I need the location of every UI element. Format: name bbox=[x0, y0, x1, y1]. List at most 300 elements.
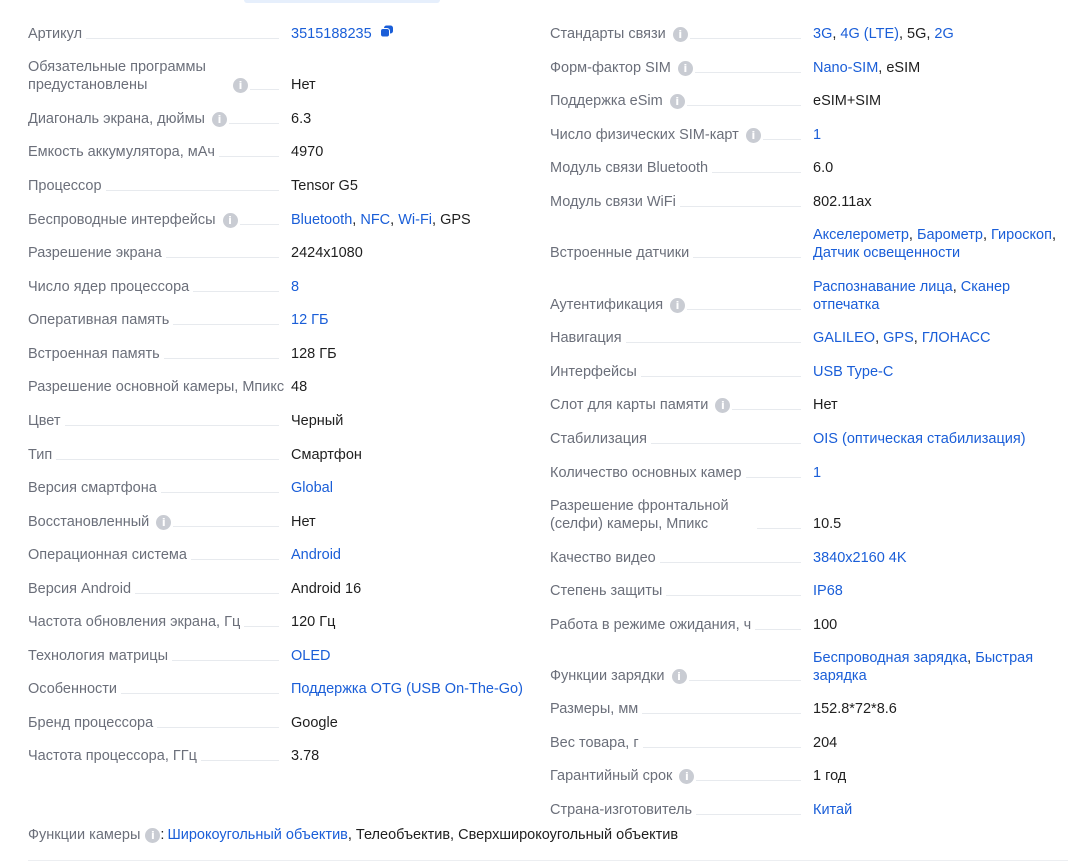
spec-leader-line bbox=[660, 562, 801, 563]
spec-value-link[interactable]: OLED bbox=[291, 648, 331, 664]
spec-value-text: , bbox=[832, 26, 841, 42]
spec-value bbox=[285, 143, 528, 161]
spec-row bbox=[28, 278, 528, 296]
spec-label-text: Форм-фактор SIM bbox=[550, 60, 671, 76]
spec-value-link[interactable]: 2G bbox=[934, 26, 954, 42]
spec-leader-line bbox=[763, 139, 801, 140]
spec-leader-line bbox=[173, 324, 279, 325]
spec-label-text: Частота обновления экрана, Гц bbox=[28, 614, 241, 630]
camera-functions-colon: : bbox=[160, 827, 165, 843]
spec-label bbox=[550, 667, 807, 685]
spec-row bbox=[28, 378, 528, 396]
spec-row bbox=[28, 647, 528, 665]
spec-leader-line bbox=[121, 693, 279, 694]
spec-value-text: Нет bbox=[291, 77, 316, 93]
spec-label-text: Модуль связи WiFi bbox=[550, 194, 676, 210]
spec-label-text: Версия Android bbox=[28, 581, 132, 597]
spec-row bbox=[550, 734, 1065, 752]
spec-value-text: 1 год bbox=[813, 768, 847, 784]
info-icon[interactable]: i bbox=[670, 94, 685, 109]
info-icon[interactable]: i bbox=[678, 61, 693, 76]
spec-value bbox=[285, 110, 528, 128]
spec-row bbox=[550, 226, 1065, 262]
spec-value-text: , bbox=[390, 212, 399, 228]
spec-leader-line bbox=[219, 156, 279, 157]
spec-value-text: , bbox=[982, 227, 992, 243]
spec-label-text: Стабилизация bbox=[550, 431, 647, 447]
spec-label-text: Беспроводные интерфейсы bbox=[28, 212, 216, 228]
spec-value bbox=[285, 647, 528, 665]
spec-label bbox=[550, 549, 807, 567]
spec-label bbox=[550, 126, 807, 144]
spec-label-text: Вес товара, г bbox=[550, 735, 639, 751]
spec-value-link[interactable]: 12 ГБ bbox=[291, 312, 329, 328]
spec-label bbox=[28, 714, 285, 732]
spec-value bbox=[807, 278, 1065, 314]
spec-label bbox=[28, 244, 285, 262]
spec-label-text: Гарантийный срок bbox=[550, 768, 673, 784]
spec-row bbox=[28, 345, 528, 363]
spec-value bbox=[807, 193, 1065, 211]
spec-value bbox=[807, 801, 1065, 819]
spec-label bbox=[28, 278, 285, 296]
spec-value bbox=[807, 226, 1065, 262]
spec-value-link[interactable]: Гироскоп bbox=[991, 227, 1052, 243]
spec-label-text: Навигация bbox=[550, 330, 622, 346]
spec-row bbox=[28, 747, 528, 765]
spec-leader-line bbox=[240, 224, 279, 225]
spec-row bbox=[28, 412, 528, 430]
spec-value-link[interactable]: Bluetooth bbox=[291, 212, 353, 228]
spec-label bbox=[28, 378, 285, 396]
spec-row bbox=[550, 549, 1065, 567]
info-icon[interactable]: i bbox=[233, 78, 248, 93]
spec-value-link[interactable]: 4G (LTE) bbox=[840, 26, 899, 42]
spec-label-text: Восстановленный bbox=[28, 514, 150, 530]
spec-value-text: , bbox=[875, 330, 884, 346]
info-icon[interactable]: i bbox=[715, 398, 730, 413]
spec-leader-line bbox=[201, 760, 279, 761]
spec-value bbox=[285, 613, 528, 631]
spec-leader-line bbox=[755, 629, 801, 630]
spec-leader-line bbox=[732, 409, 801, 410]
spec-row bbox=[550, 616, 1065, 634]
spec-leader-line bbox=[157, 727, 279, 728]
spec-label bbox=[28, 613, 285, 631]
spec-row bbox=[28, 680, 528, 698]
spec-leader-line bbox=[250, 89, 279, 90]
spec-label bbox=[28, 446, 285, 464]
info-icon[interactable]: i bbox=[679, 769, 694, 784]
copy-icon[interactable] bbox=[380, 25, 394, 43]
spec-label bbox=[28, 513, 285, 531]
spec-value bbox=[285, 25, 528, 43]
spec-row bbox=[28, 714, 528, 732]
spec-row bbox=[28, 580, 528, 598]
spec-label-text: Версия смартфона bbox=[28, 480, 157, 496]
spec-label bbox=[550, 464, 807, 482]
spec-row bbox=[28, 613, 528, 631]
spec-label bbox=[550, 244, 807, 262]
spec-row bbox=[28, 58, 528, 94]
spec-value bbox=[285, 244, 528, 262]
spec-label-text: Аутентификация bbox=[550, 297, 664, 313]
spec-row bbox=[28, 546, 528, 564]
spec-row bbox=[550, 59, 1065, 77]
spec-label-text: Разрешение фронтальной (селфи) камеры, Мпикс bbox=[550, 497, 755, 533]
spec-leader-line bbox=[687, 105, 801, 106]
info-icon[interactable]: i bbox=[672, 669, 687, 684]
spec-leader-line bbox=[642, 713, 801, 714]
spec-value-link[interactable]: USB Type-C bbox=[813, 364, 894, 380]
spec-value-link[interactable]: 3515188235 bbox=[291, 26, 372, 42]
spec-label bbox=[550, 25, 807, 43]
spec-value-link[interactable]: Китай bbox=[813, 802, 853, 818]
spec-leader-line bbox=[86, 38, 279, 39]
info-icon[interactable]: i bbox=[145, 828, 160, 843]
spec-leader-line bbox=[191, 559, 279, 560]
spec-value bbox=[807, 363, 1065, 381]
spec-row bbox=[550, 159, 1065, 177]
spec-value bbox=[285, 311, 528, 329]
spec-label-text: Емкость аккумулятора, мАч bbox=[28, 144, 215, 160]
spec-label-text: Страна-изготовитель bbox=[550, 802, 693, 818]
spec-label bbox=[28, 680, 285, 698]
spec-row bbox=[550, 193, 1065, 211]
spec-value-text: , bbox=[952, 279, 961, 295]
spec-label-text: Цвет bbox=[28, 413, 61, 429]
info-icon[interactable]: i bbox=[670, 298, 685, 313]
spec-value bbox=[807, 515, 1065, 533]
spec-label-text: Встроенная память bbox=[28, 346, 160, 362]
spec-label bbox=[550, 700, 807, 718]
spec-label-text: Бренд процессора bbox=[28, 715, 154, 731]
spec-value-link[interactable]: GPS bbox=[883, 330, 914, 346]
spec-label bbox=[28, 479, 285, 497]
spec-label bbox=[550, 497, 807, 533]
spec-value bbox=[285, 680, 528, 698]
spec-leader-line bbox=[56, 459, 279, 460]
spec-label-text: Степень защиты bbox=[550, 583, 663, 599]
spec-label bbox=[28, 58, 285, 94]
spec-label-text: Разрешение основной камеры, Мпикс bbox=[28, 379, 285, 395]
spec-leader-line bbox=[693, 257, 801, 258]
spec-row bbox=[550, 92, 1065, 110]
spec-leader-line bbox=[689, 680, 801, 681]
spec-label bbox=[550, 296, 807, 314]
spec-row bbox=[550, 582, 1065, 600]
spec-value bbox=[285, 446, 528, 464]
spec-value-link[interactable]: Сканер отпечатка bbox=[813, 279, 1011, 313]
spec-value-text: , bbox=[967, 650, 976, 666]
spec-row bbox=[550, 25, 1065, 43]
spec-label-text: Процессор bbox=[28, 178, 102, 194]
spec-value-text: Android 16 bbox=[291, 581, 362, 597]
spec-label-text: Поддержка eSim bbox=[550, 93, 663, 109]
spec-row bbox=[550, 767, 1065, 785]
spec-value-text: 152.8*72*8.6 bbox=[813, 701, 897, 717]
camera-functions-row bbox=[28, 826, 678, 844]
spec-label-text: Стандарты связи bbox=[550, 26, 666, 42]
camera-functions-value bbox=[164, 826, 678, 844]
spec-value bbox=[807, 329, 1065, 347]
spec-row bbox=[550, 430, 1065, 448]
spec-leader-line bbox=[666, 595, 801, 596]
spec-value-text: Нет bbox=[291, 514, 316, 530]
top-tab-indicator bbox=[244, 0, 440, 3]
spec-label bbox=[28, 580, 285, 598]
spec-leader-line bbox=[172, 660, 279, 661]
spec-row bbox=[550, 278, 1065, 314]
spec-label bbox=[28, 143, 285, 161]
spec-leader-line bbox=[712, 172, 801, 173]
spec-leader-line bbox=[696, 780, 801, 781]
spec-value-text: Tensor G5 bbox=[291, 178, 358, 194]
spec-row bbox=[550, 363, 1065, 381]
spec-value-text: 120 Гц bbox=[291, 614, 336, 630]
spec-leader-line bbox=[696, 814, 801, 815]
spec-value-text: Нет bbox=[813, 397, 838, 413]
info-icon[interactable]: i bbox=[223, 213, 238, 228]
spec-value-text: 3.78 bbox=[291, 748, 320, 764]
spec-row bbox=[28, 513, 528, 531]
spec-value-text: 48 bbox=[291, 379, 308, 395]
spec-leader-line bbox=[641, 376, 801, 377]
spec-label bbox=[550, 329, 807, 347]
spec-value-link[interactable]: IP68 bbox=[813, 583, 843, 599]
spec-value-link[interactable]: 3G bbox=[813, 26, 833, 42]
spec-leader-line bbox=[65, 425, 280, 426]
camera-functions-label: Функции камеры bbox=[28, 827, 141, 843]
spec-value-text: 10.5 bbox=[813, 516, 842, 532]
spec-value bbox=[285, 546, 528, 564]
spec-row bbox=[550, 700, 1065, 718]
spec-value-link[interactable]: Распознавание лица bbox=[813, 279, 953, 295]
spec-value bbox=[285, 378, 528, 396]
spec-leader-line bbox=[193, 291, 279, 292]
spec-value-link[interactable]: Датчик освещенности bbox=[813, 245, 961, 261]
spec-value bbox=[807, 159, 1065, 177]
spec-label bbox=[550, 430, 807, 448]
spec-value bbox=[285, 747, 528, 765]
spec-value-text: , bbox=[352, 212, 361, 228]
spec-value bbox=[807, 396, 1065, 414]
spec-value-link[interactable]: Барометр bbox=[916, 227, 983, 243]
spec-leader-line bbox=[135, 593, 279, 594]
spec-label-text: Тип bbox=[28, 447, 53, 463]
spec-value bbox=[807, 464, 1065, 482]
spec-value-text: 204 bbox=[813, 735, 838, 751]
spec-label bbox=[550, 363, 807, 381]
spec-label bbox=[550, 734, 807, 752]
spec-label-text: Артикул bbox=[28, 26, 83, 43]
spec-value-text: Google bbox=[291, 715, 338, 731]
spec-value-text: , eSIM bbox=[878, 60, 921, 76]
spec-value-link[interactable]: Беспроводная зарядка bbox=[813, 650, 968, 666]
spec-value bbox=[807, 430, 1065, 448]
spec-leader-line bbox=[643, 747, 801, 748]
spec-value-link[interactable]: Wi-Fi bbox=[398, 212, 433, 228]
spec-label-text: Частота процессора, ГГц bbox=[28, 748, 197, 764]
spec-label-text: Работа в режиме ожидания, ч bbox=[550, 617, 752, 633]
spec-leader-line bbox=[651, 443, 801, 444]
spec-value-link[interactable]: 8 bbox=[291, 279, 300, 295]
spec-value-link[interactable]: 1 bbox=[813, 465, 822, 481]
spec-label-text: Операционная система bbox=[28, 547, 187, 563]
spec-value-text: , bbox=[1051, 227, 1056, 243]
spec-row bbox=[550, 497, 1065, 533]
info-icon[interactable]: i bbox=[746, 128, 761, 143]
spec-value-text: Смартфон bbox=[291, 447, 362, 463]
spec-leader-line bbox=[626, 342, 801, 343]
spec-value-text: 6.3 bbox=[291, 111, 312, 127]
spec-row bbox=[550, 396, 1065, 414]
spec-value-text: 2424x1080 bbox=[291, 245, 363, 261]
spec-value bbox=[285, 513, 528, 531]
spec-value bbox=[285, 278, 528, 296]
spec-label-text: Технология матрицы bbox=[28, 648, 168, 664]
spec-row bbox=[28, 211, 528, 229]
spec-leader-line bbox=[161, 492, 279, 493]
spec-value-link[interactable]: Акселерометр bbox=[813, 227, 909, 243]
spec-label-text: Функции зарядки bbox=[550, 668, 665, 684]
spec-label-text: Диагональ экрана, дюймы bbox=[28, 111, 205, 127]
spec-leader-line bbox=[173, 526, 279, 527]
spec-label-text: Особенности bbox=[28, 681, 118, 697]
spec-label bbox=[28, 412, 285, 430]
spec-label bbox=[28, 211, 285, 229]
spec-label bbox=[550, 92, 807, 110]
spec-label bbox=[28, 25, 285, 43]
spec-leader-line bbox=[106, 190, 279, 191]
spec-label-text: Количество основных камер bbox=[550, 465, 742, 481]
spec-value bbox=[807, 549, 1065, 567]
spec-label-text: Модуль связи Bluetooth bbox=[550, 160, 709, 176]
spec-value-link[interactable]: Nano-SIM bbox=[813, 60, 879, 76]
spec-leader-line bbox=[757, 528, 801, 529]
spec-label bbox=[550, 616, 807, 634]
spec-value-text: , bbox=[908, 227, 917, 243]
spec-row bbox=[28, 244, 528, 262]
spec-value bbox=[807, 92, 1065, 110]
spec-leader-line bbox=[746, 477, 801, 478]
spec-label-text: Слот для карты памяти bbox=[550, 397, 709, 413]
spec-label-text: Качество видео bbox=[550, 550, 656, 566]
spec-value bbox=[285, 479, 528, 497]
info-icon[interactable]: i bbox=[673, 27, 688, 42]
spec-value-link[interactable]: 3840x2160 4K bbox=[813, 550, 907, 566]
spec-value bbox=[285, 345, 528, 363]
spec-value-text: 128 ГБ bbox=[291, 346, 337, 362]
spec-row bbox=[550, 126, 1065, 144]
spec-label-text: Число физических SIM-карт bbox=[550, 127, 739, 143]
spec-leader-line bbox=[164, 358, 279, 359]
spec-label bbox=[550, 193, 807, 211]
spec-label bbox=[28, 647, 285, 665]
spec-value-link[interactable]: Поддержка OTG (USB On-The-Go) bbox=[291, 681, 523, 697]
spec-leader-line bbox=[166, 257, 279, 258]
info-icon[interactable]: i bbox=[156, 515, 171, 530]
spec-value bbox=[807, 616, 1065, 634]
spec-value bbox=[807, 582, 1065, 600]
spec-label-text: Разрешение экрана bbox=[28, 245, 162, 261]
divider bbox=[28, 860, 1068, 861]
spec-label bbox=[28, 546, 285, 564]
spec-value bbox=[285, 714, 528, 732]
spec-label bbox=[28, 747, 285, 765]
spec-value-link[interactable]: Быстрая зарядка bbox=[813, 650, 1034, 684]
spec-value bbox=[807, 734, 1065, 752]
spec-value-link[interactable]: OIS (оптическая стабилизация) bbox=[813, 431, 1026, 447]
spec-value-link[interactable]: Android bbox=[291, 547, 341, 563]
spec-label bbox=[550, 396, 807, 414]
spec-leader-line bbox=[695, 72, 801, 73]
info-icon[interactable]: i bbox=[212, 112, 227, 127]
spec-leader-line bbox=[687, 309, 801, 310]
spec-label-text: Число ядер процессора bbox=[28, 279, 190, 295]
spec-value bbox=[807, 126, 1065, 144]
spec-value bbox=[285, 76, 528, 94]
spec-value bbox=[285, 412, 528, 430]
spec-label-text: Интерфейсы bbox=[550, 364, 637, 380]
spec-label-text: Встроенные датчики bbox=[550, 245, 690, 261]
spec-row bbox=[28, 311, 528, 329]
spec-label bbox=[550, 159, 807, 177]
spec-label bbox=[550, 801, 807, 819]
spec-value-text: Черный bbox=[291, 413, 344, 429]
spec-label bbox=[550, 59, 807, 77]
spec-value-text: , bbox=[913, 330, 922, 346]
spec-value-text: 6.0 bbox=[813, 160, 834, 176]
spec-label bbox=[28, 110, 285, 128]
spec-value bbox=[807, 59, 1065, 77]
spec-row bbox=[550, 464, 1065, 482]
spec-value bbox=[807, 25, 1065, 43]
spec-label-text: Размеры, мм bbox=[550, 701, 639, 717]
spec-value-link[interactable]: GALILEO bbox=[813, 330, 876, 346]
spec-label-text: Обязательные программы предустановлены bbox=[28, 58, 233, 94]
spec-value-link[interactable]: 1 bbox=[813, 127, 822, 143]
spec-label bbox=[28, 345, 285, 363]
spec-value bbox=[285, 177, 528, 195]
spec-value-text: , GPS bbox=[432, 212, 471, 228]
spec-row bbox=[550, 649, 1065, 685]
spec-value bbox=[807, 649, 1065, 685]
spec-value-link[interactable]: NFC bbox=[360, 212, 391, 228]
spec-row bbox=[550, 329, 1065, 347]
spec-value bbox=[807, 767, 1065, 785]
spec-leader-line bbox=[680, 206, 801, 207]
spec-label bbox=[28, 177, 285, 195]
spec-value bbox=[285, 580, 528, 598]
spec-value-link[interactable]: ГЛОНАСС bbox=[921, 330, 991, 346]
spec-value-text: 802.11ax bbox=[813, 194, 872, 210]
spec-row bbox=[28, 143, 528, 161]
spec-leader-line bbox=[229, 123, 279, 124]
spec-value-link[interactable]: Широкоугольный объектив bbox=[167, 827, 348, 843]
spec-value-text: , 5G, bbox=[898, 26, 935, 42]
spec-leader-line bbox=[244, 626, 279, 627]
spec-leader-line bbox=[690, 38, 801, 39]
spec-label bbox=[550, 767, 807, 785]
spec-value-text: 4970 bbox=[291, 144, 324, 160]
spec-label-text: Оперативная память bbox=[28, 312, 170, 328]
spec-row bbox=[28, 446, 528, 464]
spec-value-link[interactable]: Global bbox=[291, 480, 333, 496]
spec-row bbox=[28, 25, 528, 43]
spec-row bbox=[28, 110, 528, 128]
spec-value-text: eSIM+SIM bbox=[813, 93, 882, 109]
